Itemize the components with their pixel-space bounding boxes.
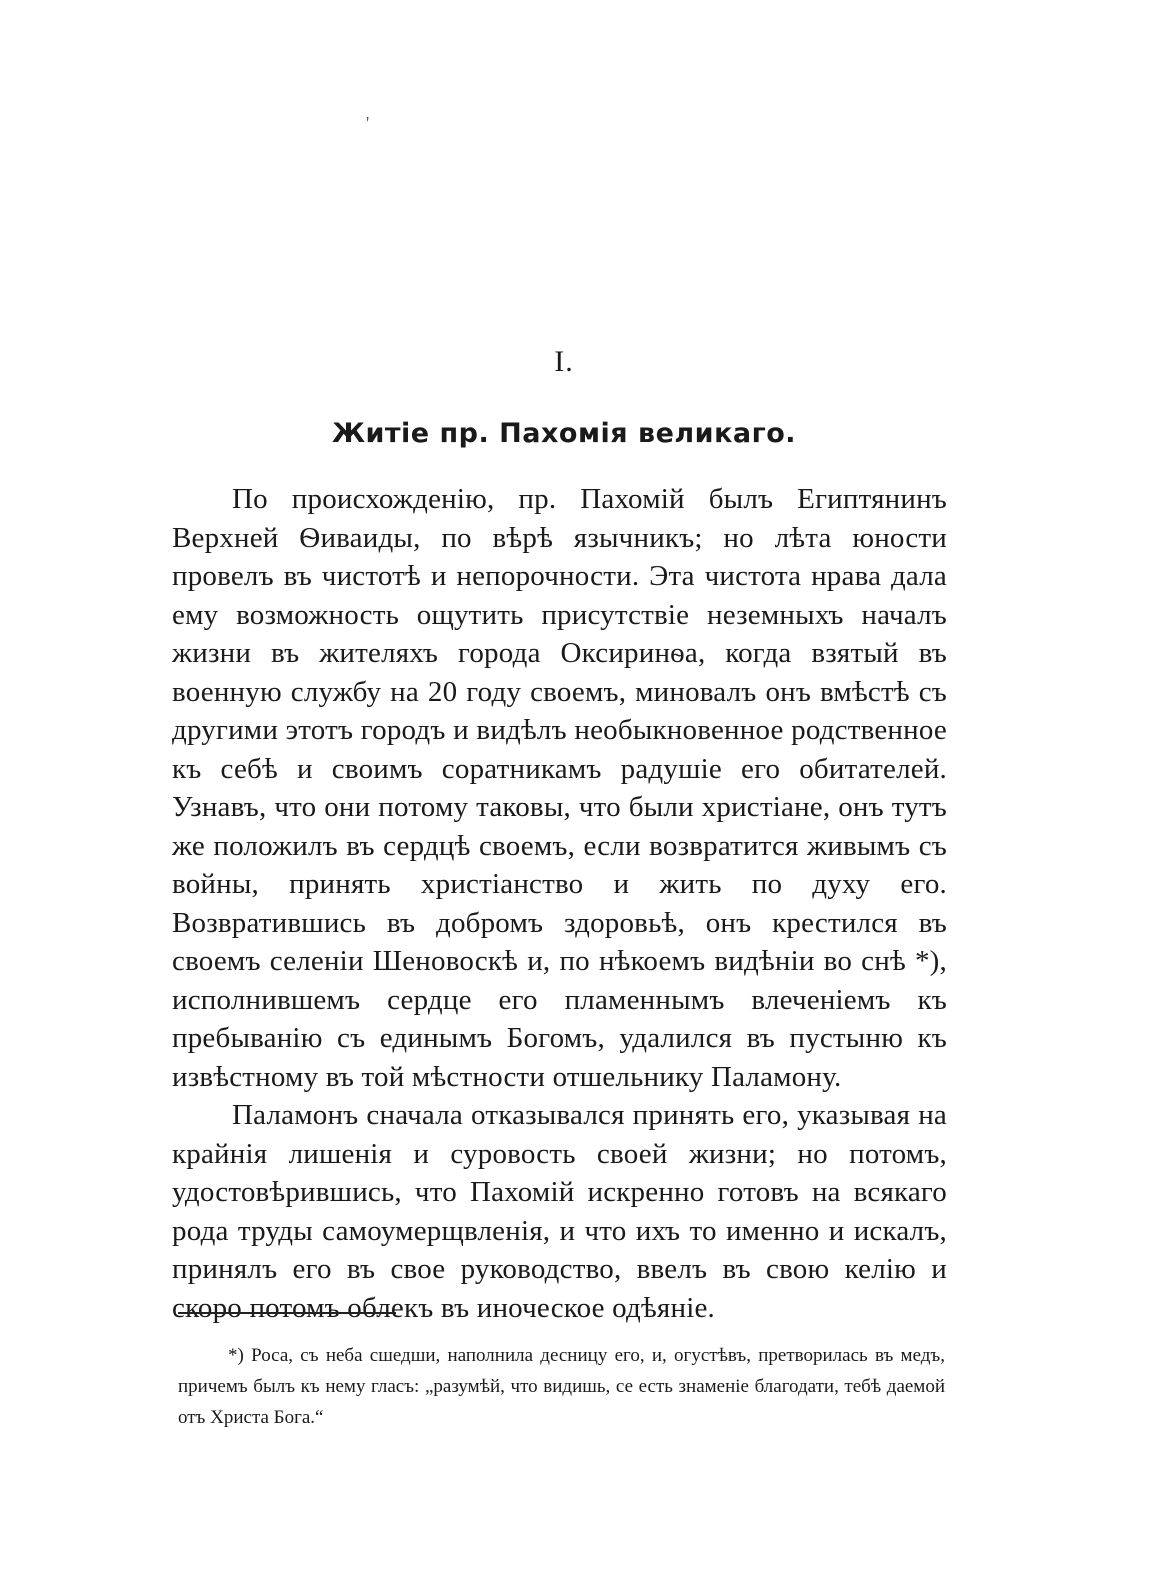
footnote-text: *) Роса, съ неба сшедши, наполнила десницу его, и, огустѣвъ, претворилась въ медъ, причемъ былъ къ нему гласъ: „разумѣй, что видишь, се есть знаменіе благодати, тебѣ даемой отъ Христа Бога.“ <box>178 1345 945 1428</box>
footnote <box>178 1340 945 1433</box>
footnote-separator <box>178 1312 396 1314</box>
chapter-title: Житіе пр. Пахомія великаго. <box>331 418 797 449</box>
paragraph-2: Паламонъ сначала отказывался принять его, указывая на крайнія лишенія и суровость своей жизни; но потомъ, удостовѣрившись, что Пахомій искренно готовъ на всякаго рода труды самоумерщвленія, и что ихъ то именно и искалъ, принялъ его въ свое руководство, ввелъ въ свою келію и скоро потомъ облекъ въ иноческое одѣяніе. <box>172 1099 947 1324</box>
stray-ink-mark: ' <box>366 113 370 133</box>
chapter-number: I. <box>554 345 574 378</box>
body-text <box>172 480 947 1327</box>
paragraph-1: По происхожденію, пр. Пахомій былъ Египтянинъ Верхней Ѳиваиды, по вѣрѣ язычникъ; но лѣта юности провелъ въ чистотѣ и непорочности. Эта чистота нрава дала ему возможность ощутить присутствіе неземныхъ началъ жизни въ жителяхъ города Оксиринѳа, когда взятый въ военную службу на 20 году своемъ, миновалъ онъ вмѣстѣ съ другими этотъ городъ и видѣлъ необыкновенное родственное къ себѣ и своимъ соратникамъ радушіе его обитателей. Узнавъ, что они потому таковы, что были христіане, онъ тутъ же положилъ въ сердцѣ своемъ, если возвратится живымъ съ войны, принять христіанство и жить по духу его. Возвратившись въ добромъ здоровьѣ, онъ крестился въ своемъ селеніи Шеновоскѣ и, по нѣкоемъ видѣніи во снѣ *), исполнившемъ сердце его пламеннымъ влеченіемъ къ пребыванію съ единымъ Богомъ, удалился въ пустыню къ извѣстному въ той мѣстности отшельнику Паламону. <box>172 483 947 1093</box>
